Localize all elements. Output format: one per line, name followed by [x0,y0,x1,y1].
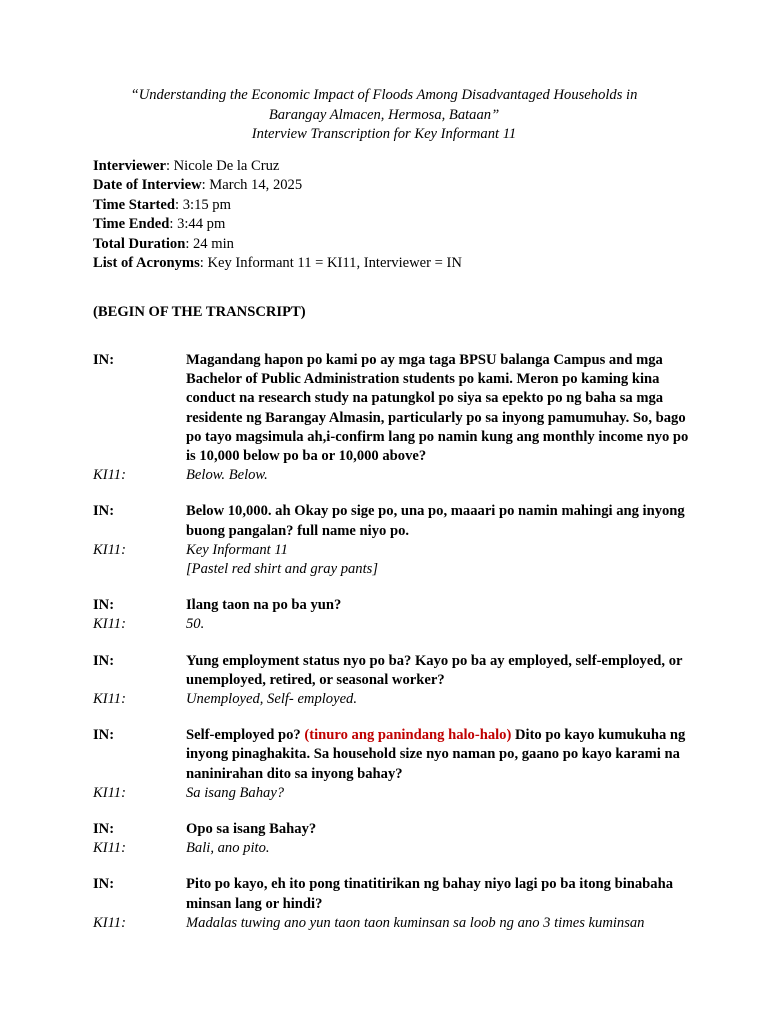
acronyms-row [93,254,693,274]
interviewer-line [93,820,693,839]
duration-value: : 24 min [185,235,234,252]
duration-row [93,235,693,255]
speaker-label-in: IN: [93,876,115,893]
acronyms-value: : Key Informant 11 = KI11, Interviewer = IN [199,255,462,271]
interviewer-utterance: Yung employment status nyo po ba? Kayo po ba ay employed, self-employed, or unemployed, retired, or seasonal worker? [186,652,683,688]
informant-utterance: Bali, ano pito. [186,840,270,857]
transcript-turn [93,726,693,803]
utterance-part: Self-employed po? [186,727,305,744]
interviewer-line [93,596,693,615]
stage-direction: (tinuro ang panindang halo-halo) [304,727,512,744]
time-started-value: : 3:15 pm [175,196,231,213]
time-started-label: Time Started [93,196,176,213]
speaker-spacer [93,560,186,579]
informant-line [93,784,693,803]
speaker-label-ki: KI11: [93,467,126,484]
informant-annotation: [Pastel red shirt and gray pants] [186,561,379,578]
informant-utterance: Madalas tuwing ano yun taon taon kuminsan sa loob ng ano 3 times kuminsan [186,914,645,931]
utterance-part: Dito po kayo kumukuha ng inyong pinaghakita. Sa household size nyo naman po, gaano po kayo karami na naninirahan dito sa inyong bahay? [186,727,686,782]
informant-line [93,615,693,634]
date-label: Date of Interview [93,177,202,193]
speaker-label-in: IN: [93,821,115,838]
date-row [93,176,693,196]
time-ended-row [93,215,693,235]
speaker-label-in: IN: [93,352,115,368]
title-line-3: Interview Transcription for Key Informant 11 [251,126,517,142]
transcript-turn [93,351,693,485]
speaker-label-ki: KI11: [93,691,126,708]
interviewer-label: Interviewer [93,157,166,174]
speaker-label-in: IN: [93,597,115,614]
informant-line [93,914,693,933]
informant-utterance: Unemployed, Self- employed. [186,691,358,708]
interviewer-line [93,652,693,690]
interviewer-utterance [186,726,693,784]
transcript [93,351,693,933]
interviewer-line [93,875,693,913]
informant-utterance: Below. Below. [186,467,268,484]
title-line-2: Barangay Almacen, Hermosa, Bataan” [268,106,500,123]
interviewer-row [93,157,693,177]
acronyms-label: List of Acronyms [93,255,200,271]
informant-line-continued [93,560,693,579]
duration-label: Total Duration [93,235,186,252]
speaker-label-ki: KI11: [93,840,126,857]
date-value: : March 14, 2025 [201,177,303,193]
transcript-turn [93,820,693,858]
transcript-turn [93,596,693,634]
document-title [93,86,675,145]
interviewer-utterance: Pito po kayo, eh ito pong tinatitirikan ng bahay niyo lagi po ba itong binabaha minsan lang or hindi? [186,876,673,912]
interviewer-utterance: Below 10,000. ah Okay po sige po, una po, maaari po namin mahingi ang inyong buong pangalan? full name niyo po. [186,503,685,539]
informant-line [93,839,693,858]
interviewer-line [93,726,693,784]
time-ended-label: Time Ended [93,216,170,232]
speaker-label-in: IN: [93,652,115,669]
time-started-row [93,196,693,216]
informant-utterance: Sa isang Bahay? [186,784,285,801]
transcript-turn [93,875,693,933]
speaker-label-ki: KI11: [93,784,126,801]
title-line-1: “Understanding the Economic Impact of Floods Among Disadvantaged Households in [130,87,638,103]
document-page [93,86,693,950]
interviewer-utterance: Ilang taon na po ba yun? [186,597,342,614]
informant-utterance: Key Informant 11 [186,541,288,558]
interviewer-value: : Nicole De la Cruz [165,157,280,174]
speaker-label-in: IN: [93,727,115,744]
interview-metadata [93,157,693,274]
informant-utterance: 50. [186,616,205,633]
interviewer-utterance: Magandang hapon po kami po ay mga taga BPSU balanga Campus and mga Bachelor of Public Administration students po kami. Meron po kaming kina conduct na research study na patungkol po siya sa epekto po ng baha sa mga residente ng Barangay Almasin, particularly po sa inyong pamumuhay. So, bago po tayo magsimula ah,i-confirm lang po namin kung ang monthly income nyo po is 10,000 below po ba or 10,000 above? [186,352,689,465]
speaker-label-in: IN: [93,503,115,520]
interviewer-utterance: Opo sa isang Bahay? [186,821,317,838]
informant-line [93,690,693,709]
interviewer-line [93,351,693,466]
transcript-turn [93,652,693,710]
speaker-label-ki: KI11: [93,616,126,633]
informant-line [93,541,693,560]
speaker-label-ki: KI11: [93,541,126,558]
speaker-label-ki: KI11: [93,914,126,931]
transcript-turn [93,502,693,579]
interviewer-line [93,502,693,540]
transcript-begin-marker: (BEGIN OF THE TRANSCRIPT) [93,303,306,320]
time-ended-value: : 3:44 pm [169,216,226,232]
informant-line [93,466,693,485]
